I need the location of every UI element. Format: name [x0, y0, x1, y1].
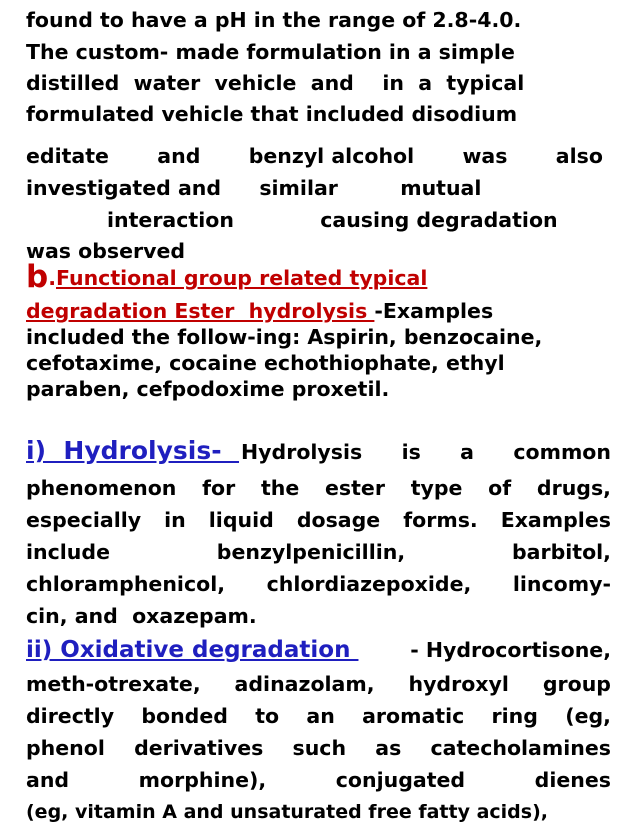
text-line — [26, 671, 611, 697]
section-letter-dot: . — [48, 266, 56, 290]
text-line: cefotaxime, cocaine echothiophate, ethyl — [26, 351, 505, 375]
word: in — [164, 508, 186, 532]
text-line — [26, 767, 611, 793]
word: forms. — [403, 508, 478, 532]
word: liquid — [208, 508, 274, 532]
word: such — [292, 736, 347, 760]
text-line — [26, 175, 481, 201]
text-line: paraben, cefpodoxime proxetil. — [26, 377, 390, 401]
word: and — [157, 144, 201, 168]
word: chlordiazepoxide, — [266, 572, 472, 596]
text-line — [26, 507, 611, 533]
text-line — [26, 703, 611, 729]
word: an — [306, 704, 335, 728]
oxidative-degradation-heading[interactable]: ii) Oxidative degradation — [26, 637, 359, 663]
word: aromatic — [362, 704, 465, 728]
word: - Hydrocortisone, — [410, 638, 611, 662]
text-line: distilled water vehicle and in a typical — [26, 71, 525, 95]
heading-link[interactable]: degradation Ester hydrolysis — [26, 299, 375, 323]
text-line — [26, 438, 611, 465]
text-line — [26, 298, 493, 324]
text-line — [26, 637, 611, 663]
word: of — [488, 476, 512, 500]
word: group — [542, 672, 611, 696]
hydrolysis-heading[interactable]: i) Hydrolysis- — [26, 436, 240, 465]
word: adinazolam, — [234, 672, 375, 696]
word: morphine), — [138, 768, 267, 792]
word: a — [460, 440, 474, 464]
word: the — [260, 476, 300, 500]
word: include — [26, 540, 110, 564]
word: conjugated — [335, 768, 466, 792]
word: dosage — [296, 508, 381, 532]
word: meth-otrexate, — [26, 672, 201, 696]
heading-link[interactable]: Functional group related typical — [56, 266, 428, 290]
word: phenol — [26, 736, 105, 760]
section-b-heading — [26, 259, 428, 295]
word: type — [410, 476, 463, 500]
word: dienes — [534, 768, 611, 792]
word: interaction — [107, 208, 234, 232]
word: bonded — [141, 704, 228, 728]
text-line — [26, 143, 603, 169]
word: similar — [259, 176, 338, 200]
word: especially — [26, 508, 142, 532]
text-line: formulated vehicle that included disodium — [26, 102, 518, 126]
word: directly — [26, 704, 115, 728]
section-letter: b — [26, 259, 49, 295]
word: also — [555, 144, 603, 168]
word: for — [202, 476, 236, 500]
word: phenomenon — [26, 476, 177, 500]
word: hydroxyl — [408, 672, 509, 696]
word: ring — [491, 704, 538, 728]
word: (eg, — [565, 704, 611, 728]
word: causing degradation — [320, 208, 558, 232]
word: investigated and — [26, 176, 222, 200]
text-line: (eg, vitamin A and unsaturated free fatty acids), — [26, 801, 548, 823]
word: chloramphenicol, — [26, 572, 226, 596]
text-line: found to have a pH in the range of 2.8-4.0. — [26, 8, 522, 32]
word: derivatives — [134, 736, 264, 760]
word: mutual — [400, 176, 482, 200]
word: drugs, — [536, 476, 611, 500]
word: Examples — [500, 508, 611, 532]
word: benzylpenicillin, — [216, 540, 406, 564]
text-line: included the follow-ing: Aspirin, benzocaine, — [26, 325, 543, 349]
word: lincomy- — [512, 572, 611, 596]
word: benzyl alcohol — [248, 144, 415, 168]
text-line: The custom- made formulation in a simple — [26, 40, 515, 64]
text-line — [26, 475, 611, 501]
word: is — [401, 440, 421, 464]
word: catecholamines — [430, 736, 611, 760]
word: -Examples — [374, 299, 494, 323]
text-line — [26, 735, 611, 761]
word: and — [26, 768, 70, 792]
word: editate — [26, 144, 109, 168]
word: was — [462, 144, 508, 168]
word: common — [513, 440, 611, 464]
text-line — [26, 571, 611, 597]
text-line — [26, 539, 611, 565]
text-line: was observed — [26, 239, 186, 263]
word: barbitol, — [511, 540, 611, 564]
text-line — [107, 207, 558, 233]
word: to — [255, 704, 280, 728]
text-line: cin, and oxazepam. — [26, 604, 257, 628]
word: Hydrolysis — [241, 440, 363, 464]
word: ester — [325, 476, 385, 500]
word: as — [375, 736, 402, 760]
